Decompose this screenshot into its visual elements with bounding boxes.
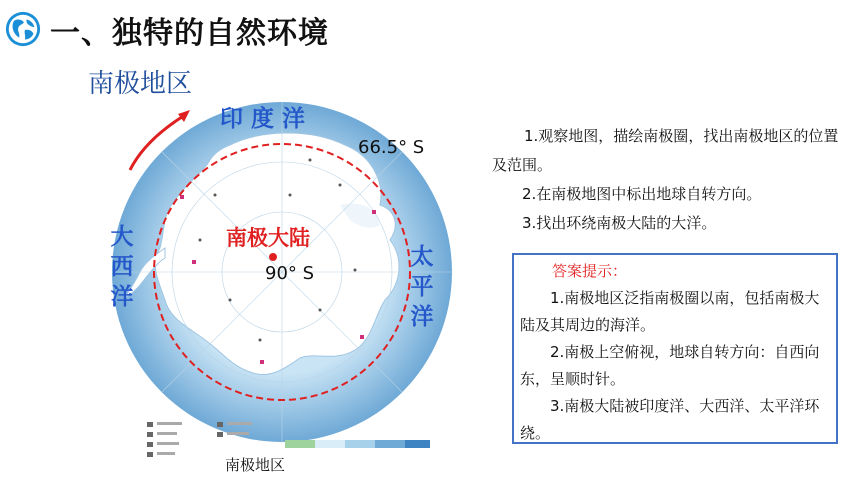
answer-item-3: 3.南极大陆被印度洋、大西洋、太平洋环绕。 (520, 397, 820, 442)
continent-label: 南极大陆 (226, 226, 310, 250)
task-item-1: 1.观察地图，描绘南极圈，找出南极地区的位置及范围。 (492, 127, 839, 174)
map-caption: 南极地区 (225, 456, 286, 474)
task-list (492, 122, 842, 238)
task-item-3: 3.找出环绕南极大陆的大洋。 (522, 214, 717, 232)
task-item-2: 2.在南极地图中标出地球自转方向。 (522, 185, 762, 203)
elevation-scale (285, 440, 430, 448)
antarctic-circle-label: 66.5° S (358, 137, 425, 158)
indian-ocean-label: 印 度 洋 (220, 106, 306, 132)
map-legend (145, 420, 445, 464)
south-pole-label: 90° S (265, 263, 315, 284)
globe-icon (4, 10, 42, 48)
page-subtitle: 南极地区 (88, 69, 193, 99)
rotation-arrow-head (178, 110, 190, 122)
pacific-ocean-label: 太 平 洋 (410, 244, 434, 330)
answer-title: 答案提示： (552, 262, 628, 280)
answer-item-1: 1.南极地区泛指南极圈以南，包括南极大陆及其周边的海洋。 (520, 289, 820, 334)
south-pole-dot (269, 253, 277, 261)
atlantic-ocean-label: 大 西 洋 (110, 224, 134, 310)
answer-item-2: 2.南极上空俯视，地球自转方向：自西向东，呈顺时针。 (520, 343, 820, 388)
page-title: 一、独特的自然环境 (50, 16, 329, 51)
answer-box (512, 253, 838, 444)
